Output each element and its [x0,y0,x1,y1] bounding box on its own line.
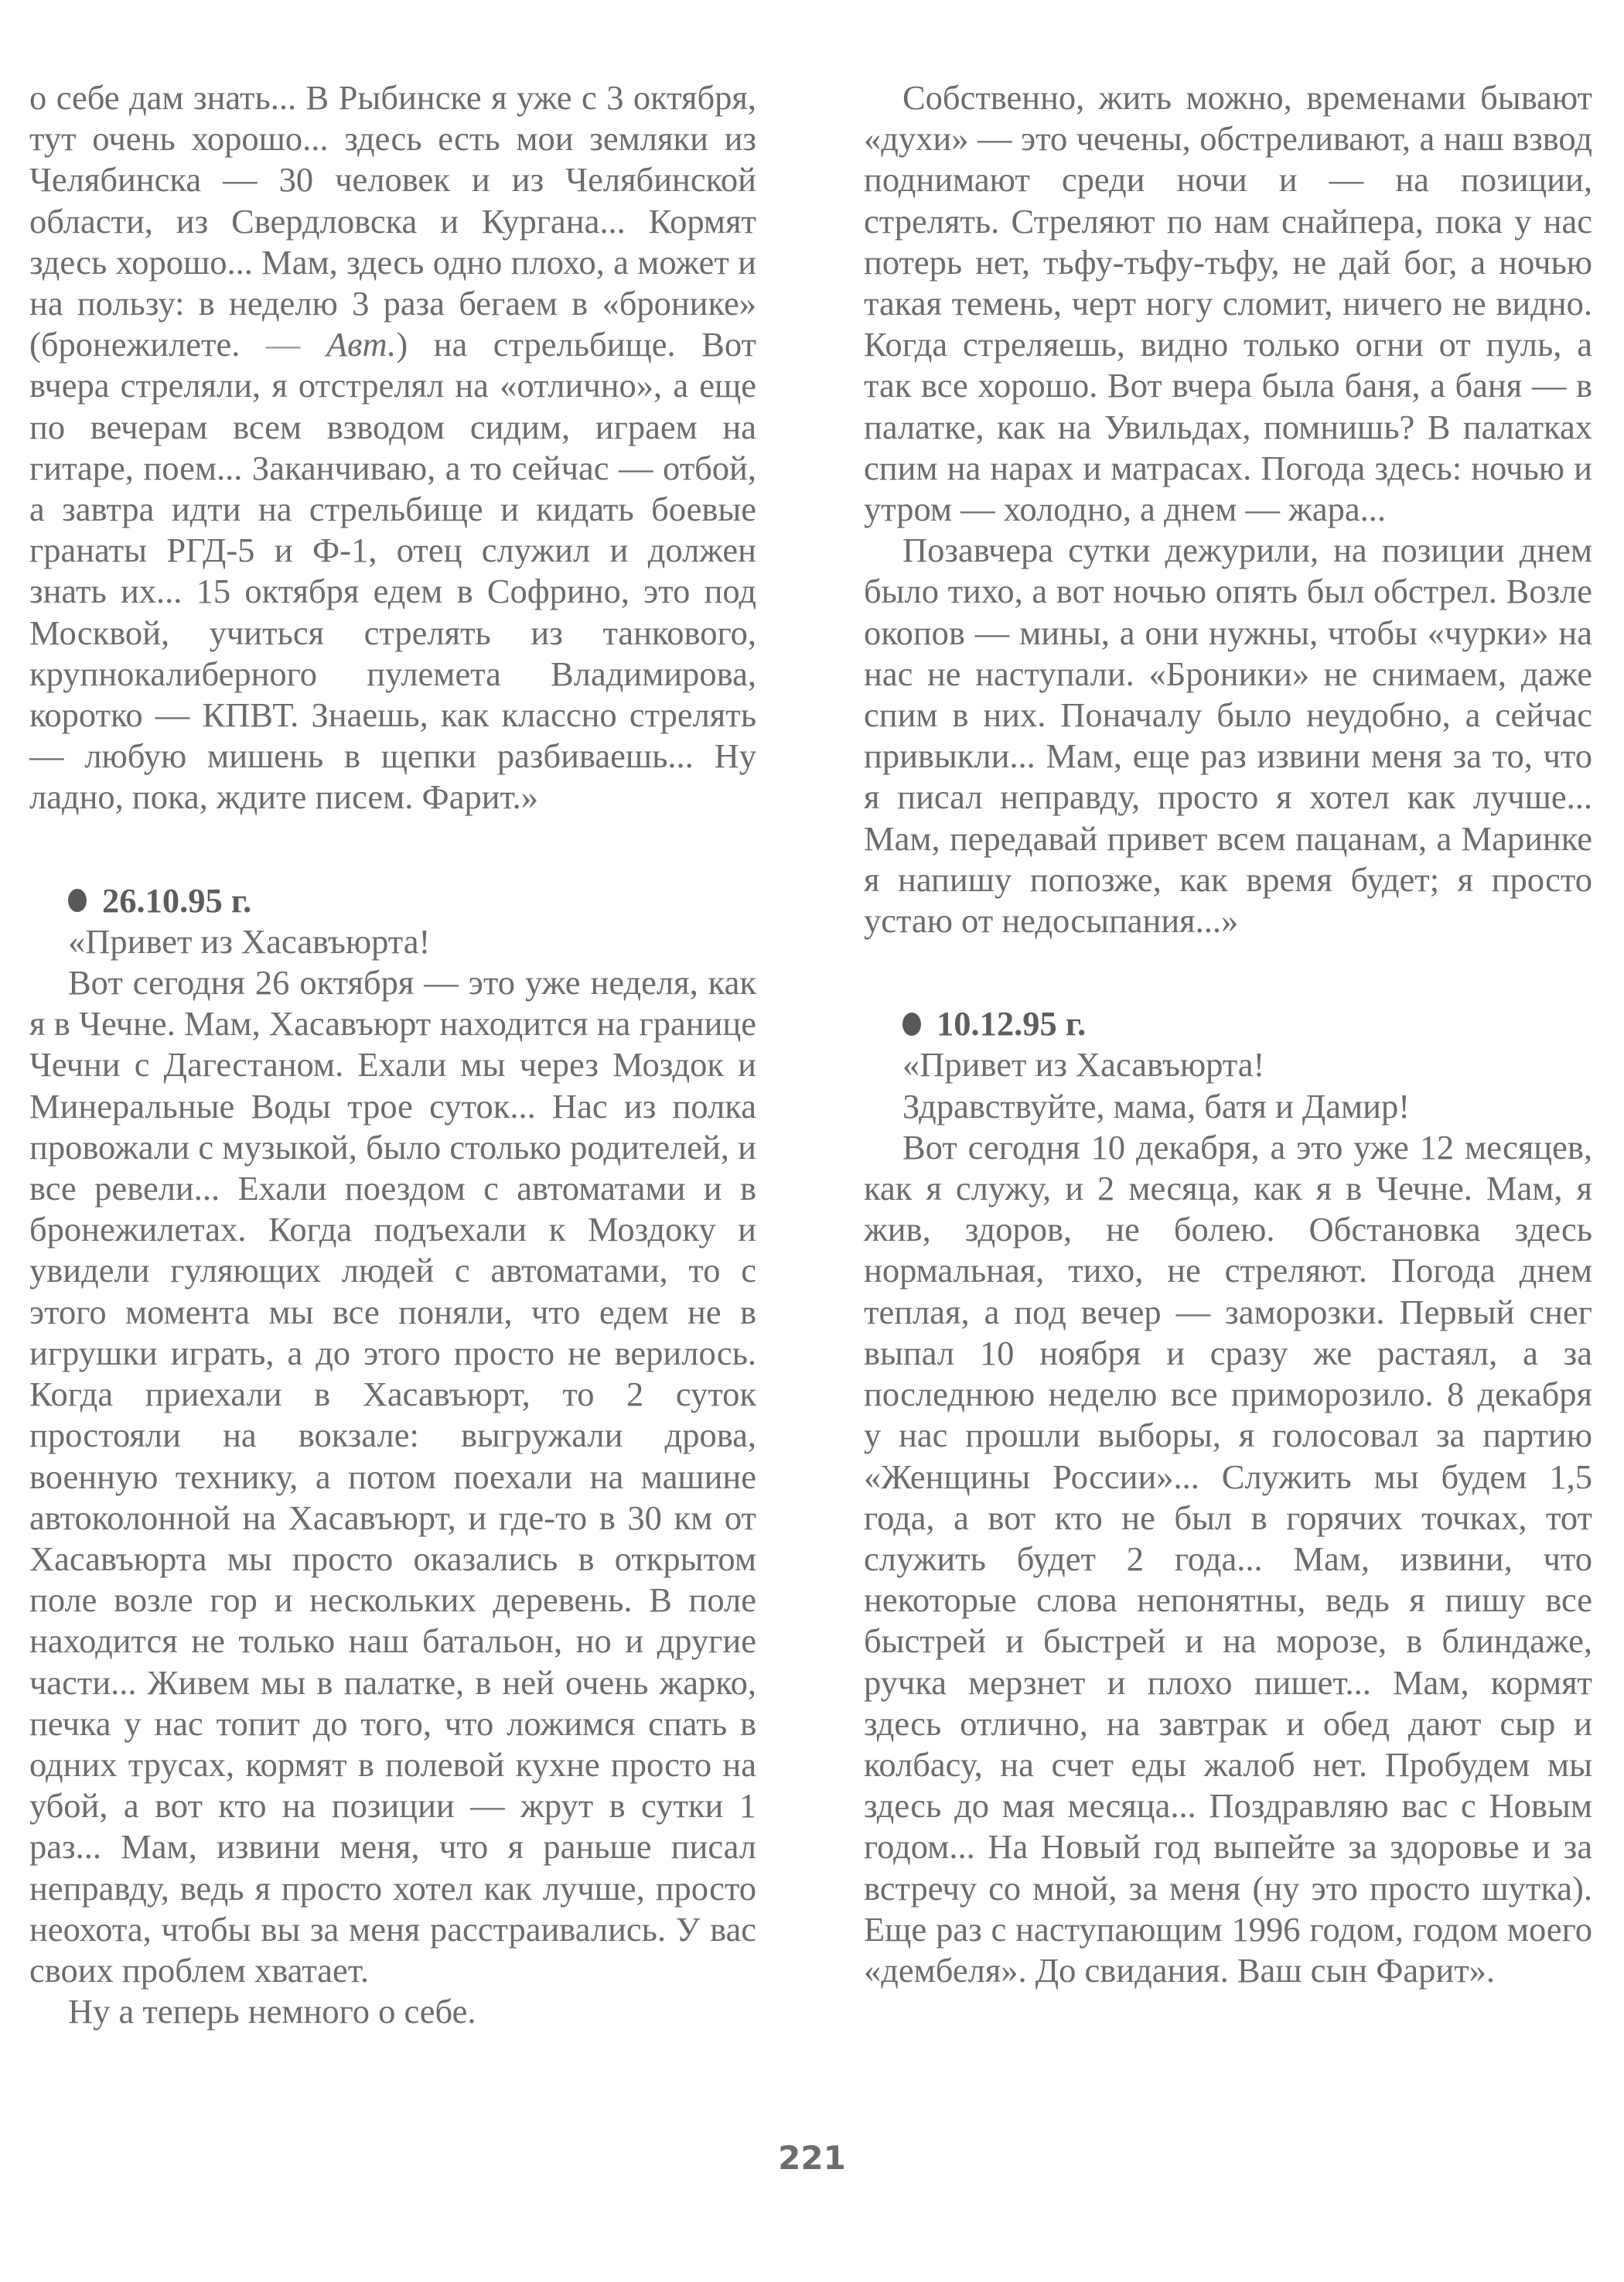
paragraph: Вот сегодня 10 декабря, а это уже 12 месяцев, как я служу, и 2 месяца, как я в Чечне. Мам, я жив, здоров, не болею. Обстановка здесь нормальная, тихо, не стреляют. Погода днем теплая, а под вечер — заморозки. Первый снег выпал 10 ноября и сразу же растаял, а за последнюю неделю все приморозило. 8 декабря у нас прошли выборы, я голосовал за партию «Женщины России»... Служить мы будем 1,5 года, а вот кто не был в горячих точках, тот служить будет 2 года... Мам, извини, что некоторые слова непонятны, ведь я пишу все быстрей и быстрей и на морозе, в блиндаже, ручка мерзнет и плохо пишет... Мам, кормят здесь отлично, на завтрак и обед дают сыр и колбасу, на счет еды жалоб нет. Пробудем мы здесь до мая месяца... Поздравляю вас с Новым годом... На Новый год выпейте за здоровье и за встречу со мной, за меня (ну это просто шутка). Еще раз с наступающим 1996 годом, годом моего «дембеля». До свидания. Ваш сын Фарит». [864,1127,1592,1990]
author-note: Авт. [326,325,397,364]
letter-salutation: Здравствуйте, мама, батя и Дамир! [902,1086,1411,1126]
paragraph: о себе дам знать... В Рыбинске я уже с 3 октября, тут очень хорошо... здесь есть мои земляки из Челябинска — 30 человек и из Челябинской области, из Свердловска и Кургана... Кормят здесь хорошо... Мам, здесь одно плохо, а может и на пользу: в неделю 3 раза бегаем в «бронике» (бронежилете. — Авт.) на стрельбище. Вот вчера стреляли, я отстрелял на «отлично», а еще по вечерам всем взводом сидим, играем на гитаре, поем... Заканчиваю, а то сейчас — отбой, а завтра идти на стрельбище и кидать боевые гранаты РГД-5 и Ф-1, отец служил и должен знать их... 15 октября едем в Софрино, это под Москвой, учиться стрелять из танкового, крупнокалиберного пулемета Владимирова, коротко — КПВТ. Знаешь, как классно стрелять — любую мишень в щепки разбиваешь... Ну ладно, пока, ждите писем. Фарит.» [29,78,756,817]
bullet-icon [68,889,87,912]
paragraph: Вот сегодня 26 октября — это уже неделя, как я в Чечне. Мам, Хасавъюрт находится на границе Чечни с Дагестаном. Ехали мы через Моздок и Минеральные Воды трое суток... Нас из полка провожали с музыкой, было столько родителей, и все ревели... Ехали поездом с автоматами и в бронежилетах. Когда подъехали к Моздоку и увидели гуляющих людей с автоматами, то с этого момента мы все поняли, что едем не в игрушки играть, а до этого просто не верилось. Когда приехали в Хасавъюрт, то 2 суток простояли на вокзале: выгружали дрова, военную технику, а потом поехали на машине автоколонной на Хасавъюрт, и где-то в 30 км от Хасавъюрта мы просто оказались в открытом поле возле гор и нескольких деревень. В поле находится не только наш батальон, но и другие части... Живем мы в палатке, в ней очень жарко, печка у нас топит до того, что ложимся спать в одних трусах, кормят в полевой кухне просто на убой, а вот кто на позиции — жрут в сутки 1 раз... Мам, извини меня, что я раньше писал неправду, ведь я просто хотел как лучше, просто неохота, чтобы вы за меня расстраивались. У вас своих проблем хватает. [29,963,756,1990]
paragraph: Собственно, жить можно, временами бывают «духи» — это чечены, обстреливают, а наш взвод поднимают среди ночи и — на позиции, стрелять. Стреляют по нам снайпера, пока у нас потерь нет, тьфу-тьфу-тьфу, не дай бог, а ночью такая темень, черт ногу сломит, ничего не видно. Когда стреляешь, видно только огни от пуль, а так все хорошо. Вот вчера была баня, а баня — в палатке, как на Увильдах, помнишь? В палатках спим на нарах и матрасах. Погода здесь: ночью и утром — холодно, а днем — жара... [864,78,1592,529]
bullet-icon [902,1013,921,1036]
letter-greeting: «Привет из Хасавъюрта! [902,1045,1265,1085]
left-column [29,77,756,2032]
entry-date-heading: 26.10.95 г. [68,880,756,921]
page-number: 221 [778,2139,846,2177]
paragraph: Ну а теперь немного о себе. [68,1992,476,2031]
letter-greeting: «Привет из Хасавъюрта! [68,921,431,961]
paragraph: Позавчера сутки дежурили, на позиции днем было тихо, а вот ночью опять был обстрел. Возле окопов — мины, а они нужны, чтобы «чурки» на нас не наступали. «Броники» не снимаем, даже спим в них. Поначалу было неудобно, а сейчас привыкли... Мам, еще раз извини меня за то, что я писал неправду, просто я хотел как лучше... Мам, передавай привет всем пацанам, а Маринке я напишу попозже, как время будет; я просто устаю от недосыпания...» [864,531,1592,941]
entry-date-heading: 10.12.95 г. [902,1003,1592,1044]
right-column [864,77,1592,1991]
